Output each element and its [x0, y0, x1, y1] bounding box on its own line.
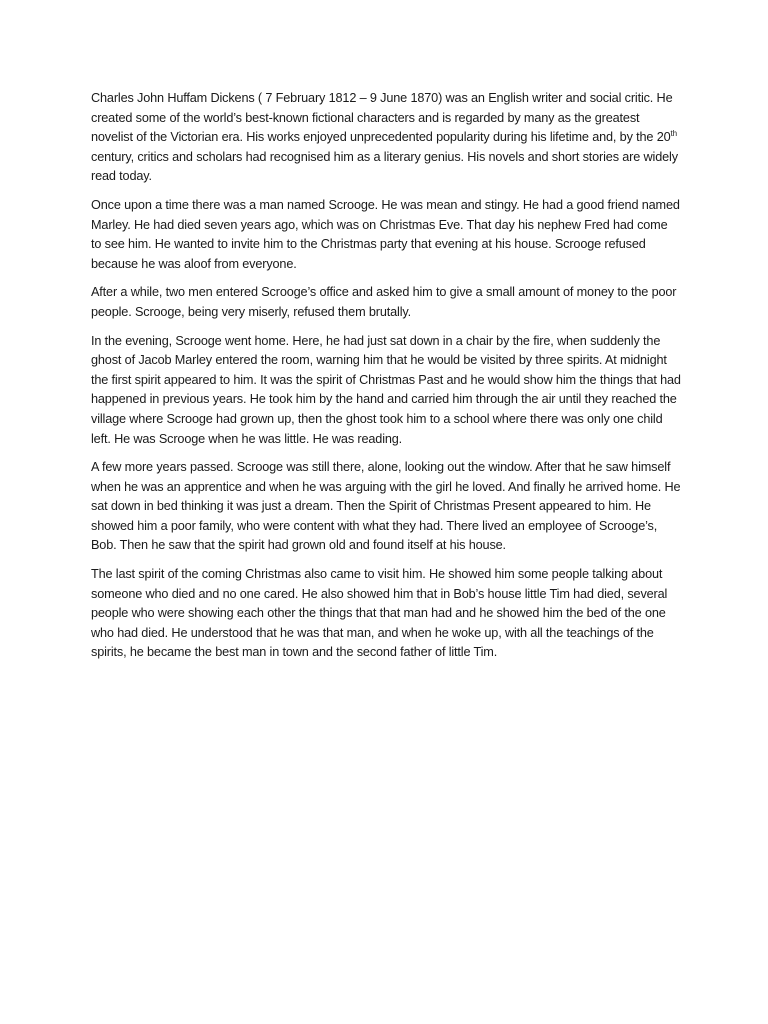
- paragraph-christmas-past: [91, 332, 681, 450]
- paragraph-two-men: [91, 283, 681, 322]
- document-page: [91, 89, 681, 672]
- text-segment: Charles John Huffam Dickens ( 7 February 1812 – 9 June 1870) was an English writer and social critic. He created some of the world’s best-known fictional characters and is regarded by many as the greatest novelist of the Victorian era. His works enjoyed unprecedented popularity during his lifetime and, by the 20: [91, 91, 673, 145]
- paragraph-christmas-present: [91, 458, 681, 556]
- text-segment: Once upon a time there was a man named Scrooge. He was mean and stingy. He had a good friend named Marley. He had died seven years ago, which was on Christmas Eve. That day his nephew Fred had come to see him. He wanted to invite him to the Christmas party that evening at his house. Scrooge refused because he was aloof from everyone.: [91, 197, 680, 271]
- paragraph-dickens-bio: [91, 89, 681, 187]
- superscript-ordinal: th: [670, 128, 677, 138]
- text-segment: century, critics and scholars had recognised him as a literary genius. His novels and short stories are widely read today.: [91, 149, 678, 184]
- text-segment: A few more years passed. Scrooge was still there, alone, looking out the window. After that he saw himself when he was an apprentice and when he was arguing with the girl he loved. And finally he arrived home. He sat down in bed thinking it was just a dream. Then the Spirit of Christmas Present appeared to him. He showed him a poor family, who were content with what they had. There lived an employee of Scrooge’s, Bob. Then he saw that the spirit had grown old and found itself at his house.: [91, 460, 681, 553]
- text-segment: The last spirit of the coming Christmas also came to visit him. He showed him some people talking about someone who died and no one cared. He also showed him that in Bob’s house little Tim had died, several people who were showing each other the things that that man had and he showed him the bed of the one who had died. He understood that he was that man, and when he woke up, with all the teachings of the spirits, he became the best man in town and the second father of little Tim.: [91, 567, 668, 660]
- paragraph-scrooge-intro: [91, 196, 681, 274]
- text-segment: In the evening, Scrooge went home. Here, he had just sat down in a chair by the fire, when suddenly the ghost of Jacob Marley entered the room, warning him that he would be visited by three spirits. At midnight the first spirit appeared to him. It was the spirit of Christmas Past and he would show him the things that had happened in previous years. He took him by the hand and carried him through the air until they reached the village where Scrooge had grown up, then the ghost took him to a school where there was only one child left. He was Scrooge when he was little. He was reading.: [91, 333, 681, 446]
- text-segment: After a while, two men entered Scrooge’s office and asked him to give a small amount of money to the poor people. Scrooge, being very miserly, refused them brutally.: [91, 285, 677, 319]
- paragraph-christmas-future: [91, 565, 681, 663]
